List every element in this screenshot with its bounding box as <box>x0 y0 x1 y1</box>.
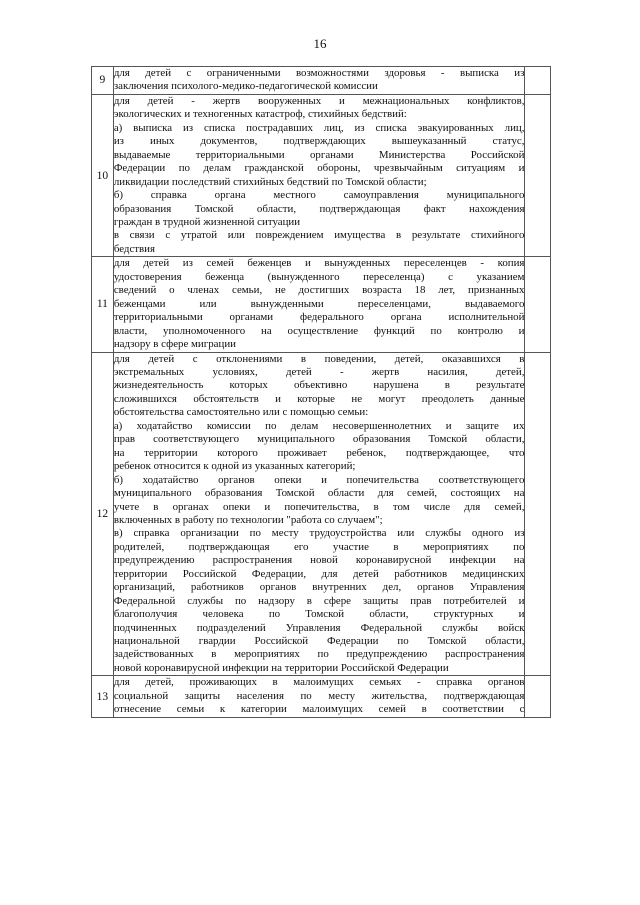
text-line: отнесение семьи к категории малоимущих семей в соответствии с <box>113 703 525 716</box>
row-number: 10 <box>92 94 114 256</box>
text-line: социальной защиты населения по месту жительства, подтверждающая <box>113 689 525 702</box>
text-line: включенных в работу по технологии "работа со случаем"; <box>113 513 383 526</box>
text-line: выдаваемые территориальными органами Министерства Российской <box>113 148 525 161</box>
text-line: ребенок относится к одной из указанных категорий; <box>113 460 356 473</box>
text-line: обстоятельства самостоятельно или с помощью семьи: <box>113 406 369 419</box>
page-number: 16 <box>313 36 327 51</box>
empty-cell <box>525 257 551 352</box>
row-number: 12 <box>92 352 114 676</box>
text-line: для детей, проживающих в малоимущих семьях - справка органов <box>113 676 525 689</box>
text-line: заключения психолого-медико-педагогической комиссии <box>113 80 378 93</box>
document-table <box>91 66 551 718</box>
row-text-cell <box>113 352 525 676</box>
empty-cell <box>525 676 551 717</box>
text-line: бедствия <box>113 242 156 255</box>
empty-cell <box>525 67 551 95</box>
text-line: жизнедеятельность которых объективно нарушена в результате <box>113 379 525 392</box>
text-line: благополучия человека по Томской области, структурных и <box>113 608 525 621</box>
text-line: Федерации по делам гражданской обороны, чрезвычайным ситуациям и <box>113 162 525 175</box>
text-line: власти, уполномоченного на осуществление функций по контролю и <box>113 324 525 337</box>
empty-cell <box>525 352 551 676</box>
text-line: в связи с утратой или повреждением имущества в результате стихийного <box>113 229 525 242</box>
text-line: предупреждению распространения новой коронавирусной инфекции на <box>113 554 525 567</box>
text-line: граждан в трудной жизненной ситуации <box>113 215 301 228</box>
table-row <box>92 676 551 717</box>
text-line: задействованных в мероприятиях по предупреждению распространения <box>113 648 525 661</box>
text-line: территории Российской Федерации, для детей работников медицинских <box>113 567 525 580</box>
text-line: из иных документов, подтверждающих вышеуказанный статус, <box>113 135 525 148</box>
text-line: экстремальных условиях, детей - жертв насилия, детей, <box>113 365 525 378</box>
table-row <box>92 257 551 352</box>
text-line: организаций, работников органов внутренних дел, органов Управления <box>113 581 525 594</box>
empty-cell <box>525 94 551 256</box>
text-line: сведений о членах семьи, не достигших возраста 18 лет, признанных <box>113 284 525 297</box>
row-text-cell <box>113 257 525 352</box>
row-number: 13 <box>92 676 114 717</box>
text-line: для детей с ограниченными возможностями здоровья - выписка из <box>113 67 525 79</box>
row-text-cell <box>113 67 525 95</box>
text-line: на территории которого проживает ребенок, подтверждающее, что <box>113 446 525 459</box>
text-line: а) выписка из списка пострадавших лиц, из списка эвакуированных лиц, <box>113 121 525 134</box>
text-line: подчиненных подразделений Управления Федеральной службы войск <box>113 621 525 634</box>
text-line: а) ходатайство комиссии по делам несовершеннолетних и защите их <box>113 419 525 432</box>
row-text-cell <box>113 94 525 256</box>
table-row <box>92 94 551 256</box>
row-number: 11 <box>92 257 114 352</box>
text-line: б) справка органа местного самоуправления муниципального <box>113 189 525 202</box>
text-line: в) справка организации по месту трудоустройства или службы одного из <box>113 527 525 540</box>
text-line: родителей, подтверждающая его участие в мероприятиях по <box>113 540 525 553</box>
table-row <box>92 352 551 676</box>
text-line: для детей с отклонениями в поведении, детей, оказавшихся в <box>113 352 525 365</box>
text-line: б) ходатайство органов опеки и попечительства соответствующего <box>113 473 525 486</box>
text-line: территориальными органами федерального органа исполнительной <box>113 311 525 324</box>
text-line: сложившихся обстоятельств и которые не могут преодолеть данные <box>113 392 525 405</box>
text-line: муниципального образования Томской области для семей, состоящих на <box>113 487 525 500</box>
text-line: беженцами или вынужденными переселенцами, выдаваемого <box>113 297 525 310</box>
text-line: для детей - жертв вооруженных и межнациональных конфликтов, <box>113 94 525 107</box>
text-line: удостоверения беженца (вынужденного переселенца) с указанием <box>113 270 525 283</box>
text-line: образования Томской области, подтверждающая факт нахождения <box>113 202 525 215</box>
text-line: новой коронавирусной инфекции на территории Российской Федерации <box>113 661 449 674</box>
text-line: Федеральной службы по надзору в сфере защиты прав потребителей и <box>113 594 525 607</box>
text-line: экологических и техногенных катастроф, стихийных бедствий: <box>113 108 407 121</box>
text-line: учете в органах опеки и попечительства, в том числе для семей, <box>113 500 525 513</box>
text-line: надзору в сфере миграции <box>113 338 236 351</box>
text-line: ликвидации последствий стихийных бедствий по Томской области; <box>113 175 427 188</box>
row-number: 9 <box>92 67 114 95</box>
text-line: национальной гвардии Российской Федерации по Томской области, <box>113 635 525 648</box>
text-line: прав соответствующего муниципального образования Томской области, <box>113 433 525 446</box>
row-text-cell <box>113 676 525 717</box>
table-row <box>92 67 551 95</box>
text-line: для детей из семей беженцев и вынужденных переселенцев - копия <box>113 257 525 270</box>
